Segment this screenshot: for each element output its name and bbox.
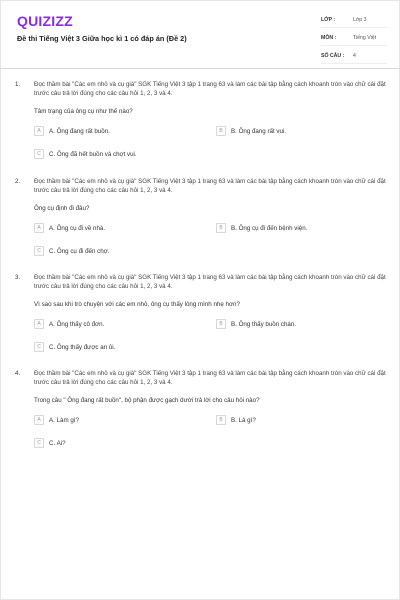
meta-subject-row — [321, 31, 387, 46]
meta-grade-label: LỚP : — [321, 17, 336, 23]
option-letter-box: C — [34, 246, 44, 256]
question-4 — [15, 369, 391, 452]
option-text: B. Ông đang rất vui. — [231, 127, 287, 135]
option-letter-box: C — [34, 438, 44, 448]
option-c[interactable] — [34, 148, 137, 160]
answer-options — [34, 414, 391, 452]
option-a[interactable] — [34, 222, 105, 234]
worksheet-meta — [321, 13, 387, 67]
option-text: B. Ông cụ đi đến bệnh viện. — [231, 224, 308, 232]
question-number: 1. — [15, 81, 21, 88]
option-letter-box: A — [34, 126, 44, 136]
option-letter-box: A — [34, 319, 44, 329]
option-b[interactable] — [216, 414, 256, 426]
option-letter-box: C — [34, 149, 44, 159]
question-passage: Đọc thầm bài "Các em nhỏ và cụ già" SGK Tiếng Việt 3 tập 1 trang 63 và làm các bài tập bằng cách khoanh tròn vào chữ cái đặt trước câu trả lời đúng cho các câu hỏi 1, 2, 3 và 4. — [34, 274, 386, 290]
option-text: C. Ông đã hết buồn và chợt vui. — [49, 150, 137, 158]
option-b[interactable] — [216, 222, 307, 234]
question-passage: Đọc thầm bài "Các em nhỏ và cụ già" SGK Tiếng Việt 3 tập 1 trang 63 và làm các bài tập bằng cách khoanh tròn vào chữ cái đặt trước câu trả lời đúng cho các câu hỏi 1, 2, 3 và 4. — [34, 178, 386, 194]
option-letter-box: A — [34, 223, 44, 233]
option-a[interactable] — [34, 318, 104, 330]
meta-grade-value: Lớp 3 — [353, 17, 367, 23]
option-text: C. Ông cụ đi đến chợ. — [49, 247, 110, 255]
option-text: B. Là gì? — [231, 416, 256, 424]
option-letter-box: B — [216, 223, 226, 233]
option-text: A. Ông cụ đi về nhà. — [49, 224, 106, 232]
option-c[interactable] — [34, 341, 115, 353]
option-letter-box: B — [216, 319, 226, 329]
question-prompt: Ông cụ định đi đâu? — [34, 205, 90, 212]
meta-count-value: 4 — [353, 53, 356, 59]
option-letter-box: B — [216, 415, 226, 425]
meta-count-label: SỐ CÂU : — [321, 53, 345, 59]
option-b[interactable] — [216, 318, 296, 330]
option-text: A. Ông thấy cô đơn. — [49, 320, 105, 328]
answer-options — [34, 222, 391, 260]
option-text: C. Ông thấy được an ủi. — [49, 343, 116, 351]
meta-subject-value: Tiếng Việt — [353, 35, 377, 41]
option-text: A. Ông đang rất buồn. — [49, 127, 110, 135]
meta-subject-label: MÔN : — [321, 35, 337, 41]
question-1 — [15, 80, 391, 163]
answer-options — [34, 125, 391, 163]
page-title: Đề thi Tiếng Việt 3 Giữa học kì 1 có đáp án (Đề 2) — [17, 34, 187, 43]
option-a[interactable] — [34, 414, 79, 426]
option-c[interactable] — [34, 245, 109, 257]
meta-grade-row — [321, 13, 387, 28]
question-number: 4. — [15, 370, 21, 377]
option-b[interactable] — [216, 125, 286, 137]
option-c[interactable] — [34, 437, 66, 449]
question-3 — [15, 273, 391, 356]
question-number: 2. — [15, 178, 21, 185]
option-text: B. Ông thấy buồn chán. — [231, 320, 297, 328]
option-letter-box: C — [34, 342, 44, 352]
meta-count-row — [321, 49, 387, 64]
question-prompt: Vì sao sau khi trò chuyện với các em nhỏ, ông cụ thấy lòng mình nhẹ hơn? — [34, 301, 240, 308]
question-passage: Đọc thầm bài "Các em nhỏ và cụ già" SGK Tiếng Việt 3 tập 1 trang 63 và làm các bài tập bằng cách khoanh tròn vào chữ cái đặt trước câu trả lời đúng cho các câu hỏi 1, 2, 3 và 4. — [34, 370, 386, 386]
question-number: 3. — [15, 274, 21, 281]
option-letter-box: B — [216, 126, 226, 136]
option-text: C. Ai? — [49, 439, 66, 447]
question-2 — [15, 177, 391, 260]
option-letter-box: A — [34, 415, 44, 425]
quizizz-logo: QUIZIZZ — [17, 13, 73, 29]
option-text: A. Làm gì? — [49, 416, 79, 424]
answer-options — [34, 318, 391, 356]
question-prompt: Trong câu " Ông đang rất buồn", bộ phận được gạch dưới trả lời cho câu hỏi nào? — [34, 397, 260, 404]
question-passage: Đọc thầm bài "Các em nhỏ và cụ già" SGK Tiếng Việt 3 tập 1 trang 63 và làm các bài tập bằng cách khoanh tròn vào chữ cái đặt trước câu trả lời đúng cho các câu hỏi 1, 2, 3 và 4. — [34, 81, 386, 97]
question-prompt: Tâm trạng của ông cụ như thế nào? — [34, 108, 133, 115]
header-divider — [1, 68, 399, 69]
option-a[interactable] — [34, 125, 110, 137]
